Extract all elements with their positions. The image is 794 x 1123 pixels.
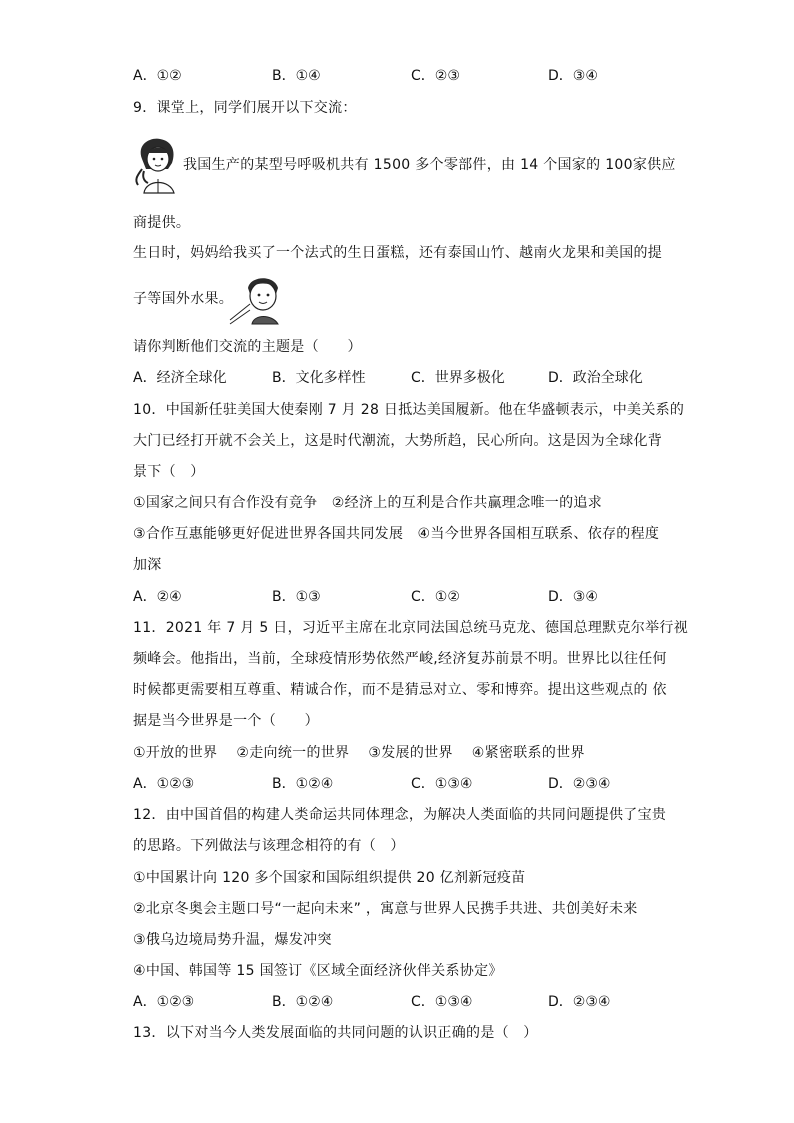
q12-option-a[interactable]: A．①②③ [133, 994, 195, 1010]
q12-option-c[interactable]: C．①③④ [411, 994, 473, 1010]
q9-option-a[interactable]: A．经济全球化 [133, 370, 227, 386]
q10-option-b[interactable]: B．①③ [272, 589, 321, 605]
q10-options [133, 588, 693, 606]
q9-options [133, 369, 693, 387]
q12-options [133, 993, 693, 1011]
q11-stem-line-3: 时候都更需要相互尊重、精诚合作，而不是猜忌对立、零和博弈。提出这些观点的 依 [133, 682, 667, 698]
q9-girl-speech: 我国生产的某型号呼吸机共有 1500 多个零部件，由 14 个国家的 100家供应 [183, 157, 676, 173]
q12-statement-1: ①中国累计向 120 多个国家和国际组织提供 20 亿剂新冠疫苗 [133, 870, 526, 886]
q12-statement-4: ④中国、韩国等 15 国签订《区域全面经济伙伴关系协定》 [133, 963, 503, 979]
q12-stem-line-2: 的思路。下列做法与该理念相符的有（ ） [133, 838, 405, 854]
q11-stem-line-4: 据是当今世界是一个（ ） [133, 713, 319, 729]
q11-option-a[interactable]: A．①②③ [133, 776, 195, 792]
q10-option-c[interactable]: C．①② [411, 589, 460, 605]
q11-stem-line-1: 11．2021 年 7 月 5 日，习近平主席在北京同法国总统马克龙、德国总理默克尔举行视 [133, 620, 689, 636]
girl-illustration [130, 135, 182, 195]
q10-statement-line-3: 加深 [133, 557, 162, 573]
q9-stem: 9．课堂上，同学们展开以下交流： [133, 100, 357, 116]
q10-statement-line-1: ①国家之间只有合作没有竞争 ②经济上的互利是合作共赢理念唯一的追求 [133, 495, 602, 511]
q8-option-a[interactable]: A．①② [133, 68, 182, 84]
q11-option-c[interactable]: C．①③④ [411, 776, 473, 792]
q12-statement-2: ②北京冬奥会主题口号“一起向未来” ，寓意与世界人民携手共进、共创美好未来 [133, 901, 638, 917]
q8-option-c[interactable]: C．②③ [411, 68, 460, 84]
q10-stem-line-2: 大门已经打开就不会关上，这是时代潮流，大势所趋，民心所向。这是因为全球化背 [133, 433, 663, 449]
boy-illustration [228, 274, 286, 326]
q11-options [133, 775, 693, 793]
q10-option-d[interactable]: D．③④ [548, 589, 598, 605]
q11-stem-line-2: 频峰会。他指出，当前，全球疫情形势依然严峻,经济复苏前景不明。世界比以往任何 [133, 651, 667, 667]
q10-statement-line-2: ③合作互惠能够更好促进世界各国共同发展 ④当今世界各国相互联系、依存的程度 [133, 526, 660, 542]
q12-stem-line-1: 12．由中国首倡的构建人类命运共同体理念，为解决人类面临的共同问题提供了宝贵 [133, 807, 667, 823]
q10-stem-line-3: 景下（ ） [133, 464, 205, 480]
q11-option-d[interactable]: D．②③④ [548, 776, 611, 792]
q12-option-d[interactable]: D．②③④ [548, 994, 611, 1010]
q9-option-c[interactable]: C．世界多极化 [411, 370, 505, 386]
q8-options [133, 67, 693, 85]
q10-stem-line-1: 10．中国新任驻美国大使秦刚 7 月 28 日抵达美国履新。他在华盛顿表示，中美关系的 [133, 402, 685, 418]
q9-boy-speech-1: 生日时，妈妈给我买了一个法式的生日蛋糕，还有泰国山竹、越南火龙果和美国的提 [133, 245, 663, 261]
q10-option-a[interactable]: A．②④ [133, 589, 182, 605]
q12-statement-3: ③俄乌边境局势升温，爆发冲突 [133, 932, 332, 948]
q8-option-d[interactable]: D．③④ [548, 68, 598, 84]
q9-question: 请你判断他们交流的主题是（ ） [133, 339, 362, 355]
q11-statements: ①开放的世界 ②走向统一的世界 ③发展的世界 ④紧密联系的世界 [133, 745, 585, 761]
q11-option-b[interactable]: B．①②④ [272, 776, 334, 792]
q12-option-b[interactable]: B．①②④ [272, 994, 334, 1010]
q9-girl-speech-cont: 商提供。 [133, 215, 191, 231]
q13-stem: 13．以下对当今人类发展面临的共同问题的认识正确的是（ ） [133, 1025, 538, 1041]
q8-option-b[interactable]: B．①④ [272, 68, 321, 84]
q9-option-b[interactable]: B．文化多样性 [272, 370, 366, 386]
q9-boy-speech-2: 子等国外水果。 [133, 291, 234, 307]
q9-option-d[interactable]: D．政治全球化 [548, 370, 643, 386]
